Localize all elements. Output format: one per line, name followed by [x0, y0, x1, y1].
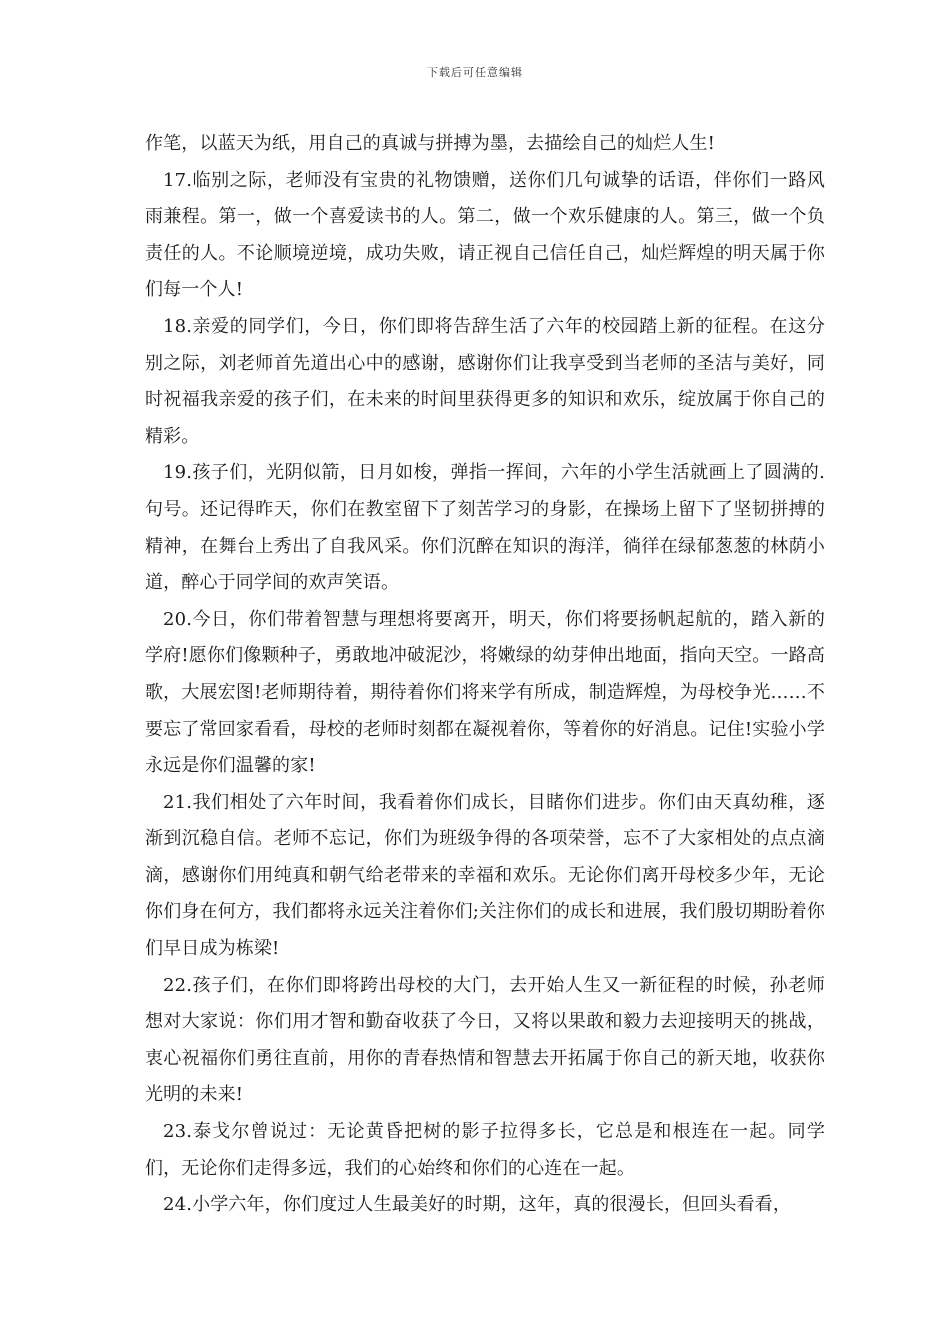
paragraph-23: 23.泰戈尔曾说过：无论黄昏把树的影子拉得多长，它总是和根连在一起。同学们，无论你们走得多远，我们的心始终和你们的心连在一起。 — [145, 1121, 825, 1179]
paragraph-19: 19.孩子们，光阴似箭，日月如梭，弹指一挥间，六年的小学生活就画上了圆满的.句号。还记得昨天，你们在教室留下了刻苦学习的身影，在操场上留下了坚韧拼搏的精神，在舞台上秀出了自我风采。你们沉醉在知识的海洋，徜徉在绿郁葱葱的林荫小道，醉心于同学间的欢声笑语。 — [145, 462, 825, 594]
paragraph-24: 24.小学六年，你们度过人生最美好的时期，这年，真的很漫长，但回头看看， — [163, 1194, 792, 1216]
paragraph-18: 18.亲爱的同学们，今日，你们即将告辞生活了六年的校园踏上新的征程。在这分别之际，刘老师首先道出心中的感谢，感谢你们让我享受到当老师的圣洁与美好，同时祝福我亲爱的孩子们，在未来的时间里获得更多的知识和欢乐，绽放属于你自己的精彩。 — [145, 315, 825, 447]
paragraph-16-continuation: 作笔，以蓝天为纸，用自己的真诚与拼搏为墨，去描绘自己的灿烂人生! — [145, 133, 716, 154]
paragraph-21: 21.我们相处了六年时间，我看着你们成长，目睹你们进步。你们由天真幼稚，逐渐到沉稳自信。老师不忘记，你们为班级争得的各项荣誉，忘不了大家相处的点点滴滴，感谢你们用纯真和朝气给老带来的幸福和欢乐。无论你们离开母校多少年，无论你们身在何方，我们都将永远关注着你们;关注你们的成长和进展，我们殷切期盼着你们早日成为栋梁! — [145, 791, 825, 960]
paragraph-17: 17.临别之际，老师没有宝贵的礼物馈赠，送你们几句诚挚的话语，伴你们一路风雨兼程。第一，做一个喜爱读书的人。第二，做一个欢乐健康的人。第三，做一个负责任的人。不论顺境逆境，成功失败，请正视自己信任自己，灿烂辉煌的明天属于你们每一个人! — [145, 169, 825, 301]
document-body — [145, 126, 825, 1224]
page-header-note: 下载后可任意编辑 — [427, 66, 523, 79]
paragraph-20: 20.今日，你们带着智慧与理想将要离开，明天，你们将要扬帆起航的，踏入新的学府!愿你们像颗种子，勇敢地冲破泥沙，将嫩绿的幼芽伸出地面，指向天空。一路高歌，大展宏图!老师期待着，期待着你们将来学有所成，制造辉煌，为母校争光……不要忘了常回家看看，母校的老师时刻都在凝视着你，等着你的好消息。记住!实验小学永远是你们温馨的家! — [145, 608, 825, 777]
paragraph-22: 22.孩子们，在你们即将跨出母校的大门，去开始人生又一新征程的时候，孙老师想对大家说：你们用才智和勤奋收获了今日，又将以果敢和毅力去迎接明天的挑战，衷心祝福你们勇往直前，用你的青春热情和智慧去开拓属于你自己的新天地，收获你光明的未来! — [145, 974, 825, 1106]
